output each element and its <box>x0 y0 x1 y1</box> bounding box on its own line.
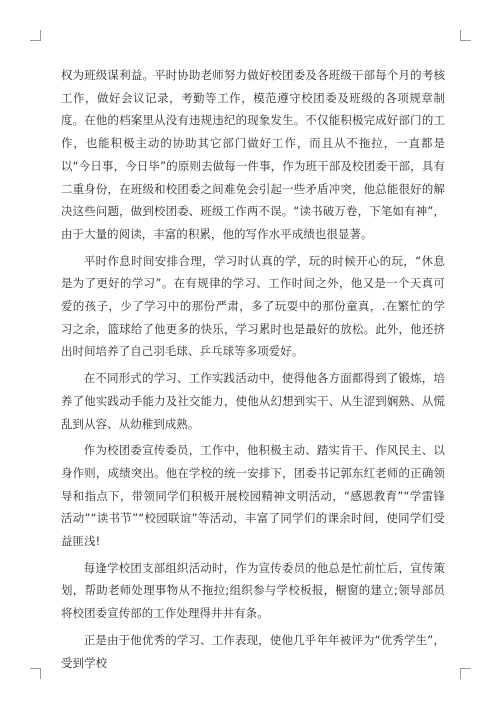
paragraph-1: 权为班级谋利益。平时协助老师努力做好校团委及各班级干部每个月的考核工作，做好会议记录，考勤等工作，模范遵守校团委及班级的各项规章制度。在他的档案里从没有违规违纪的现象发生。不仅能积极完成好部门的工作，也能积极主动的协助其它部门做好工作，而且从不拖拉，一直都是以“今日事，今日毕”的原则去做每一件事，作为班干部及校团委干部，具有二重身份，在班级和校团委之间难免会引起一些矛盾冲突，他总能很好的解决这些问题，做到校团委、班级工作两不误。“读书破万卷，下笔如有神”，由于大量的阅读，丰富的积累，他的写作水平成绩也很显著。 <box>61 68 445 241</box>
document-body <box>61 64 445 678</box>
crop-mark-top-right <box>460 30 471 41</box>
paragraph-5: 每逢学校团支部组织活动时，作为宣传委员的他总是忙前忙后，宣传策划，帮助老师处理事物从不拖拉;组织参与学校板报，橱窗的建立;领导部员将校团委宣传部的工作处理得井井有条。 <box>61 560 445 621</box>
paragraph-2: 平时作息时间安排合理，学习时认真的学，玩的时候开心的玩，“休息是为了更好的学习”。在有规律的学习、工作时间之外，他又是一个天真可爱的孩子，少了学习中的那份严肃，多了玩耍中的那份童真，.在繁忙的学习之余，篮球给了他更多的快乐，学习累时也是最好的放松。此外，他还挤出时间培养了自己羽毛球、乒乓球等多项爱好。 <box>61 253 445 359</box>
crop-mark-top-left <box>30 30 41 41</box>
paragraph-4: 作为校团委宣传委员，工作中，他积极主动、踏实肯干、作风民主、以身作则，成绩突出。他在学校的统一安排下，团委书记郭东红老师的正确领导和指点下，带领同学们积极开展校园精神文明活动，“感恩教育”“学雷锋活动”“读书节”“校园联谊”等活动，丰富了同学们的课余时间，使同学们受益匪浅! <box>61 443 445 549</box>
crop-mark-bottom-left <box>30 668 41 679</box>
paragraph-3: 在不同形式的学习、工作实践活动中，使得他各方面都得到了锻炼，培养了他实践动手能力及社交能力，使他从幻想到实干、从生涩到娴熟、从慌乱到从容、从幼稚到成熟。 <box>61 371 445 431</box>
paragraph-6: 正是由于他优秀的学习、工作表现，使他几乎年年被评为“优秀学生”，受到学校 <box>61 632 445 670</box>
crop-mark-bottom-right <box>460 668 471 679</box>
